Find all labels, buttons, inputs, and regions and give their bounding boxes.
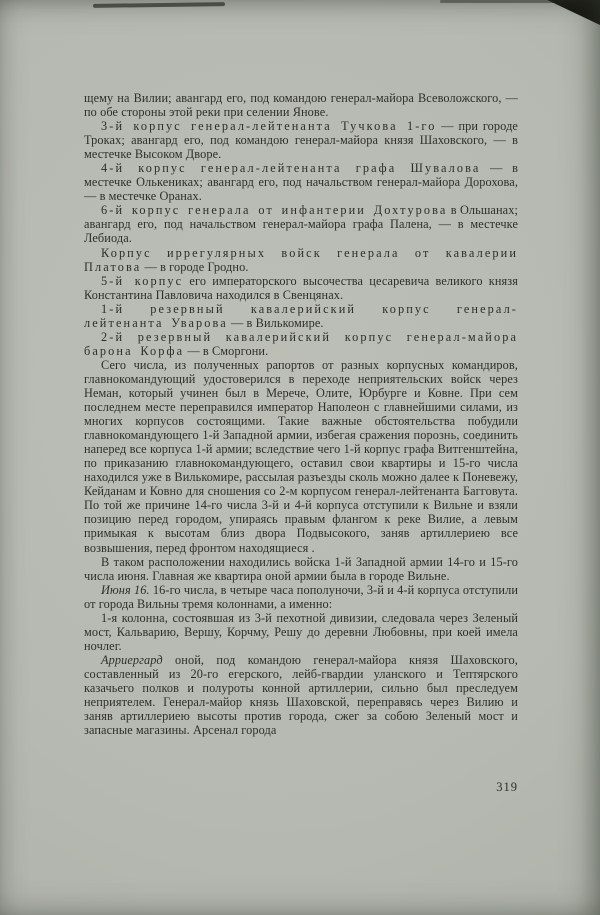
paragraph bbox=[84, 583, 518, 611]
paragraph bbox=[84, 274, 518, 302]
letterspaced-text: Корпус иррегулярных войск генерала от кавалерии Платова bbox=[84, 245, 518, 274]
paragraph bbox=[84, 611, 518, 653]
text-run: — при городе Троках; авангард его, под командою генерал-майора князя Шаховского, — в местечке Высоком Дворе. bbox=[84, 119, 518, 162]
paragraph bbox=[84, 358, 518, 555]
letterspaced-text: 3-й корпус генерал-лейтенанта Тучкова 1-го bbox=[101, 119, 437, 134]
letterspaced-text: 4-й корпус генерал-лейтенанта графа Шувалова bbox=[101, 161, 481, 176]
paragraph bbox=[84, 246, 518, 274]
letterspaced-text: 1-й резервный кавалерийский корпус генерал-лейтенанта Уварова bbox=[84, 301, 518, 330]
paragraph bbox=[84, 161, 518, 203]
scan-smudge-artifact bbox=[93, 2, 225, 8]
letterspaced-text: 6-й корпус генерала от инфантерии Дохтурова bbox=[101, 203, 448, 218]
text-run: в Ольшанах; авангард его, под начальством генерал-майора графа Палена, — в местечке Лебиода. bbox=[84, 203, 518, 246]
paragraph bbox=[84, 302, 518, 330]
italic-text: Арриергард bbox=[101, 652, 163, 667]
text-run: — в местечке Олькениках; авангард его, под начальством генерал-майора Дорохова, — в местечке Оранах. bbox=[84, 161, 519, 204]
scan-corner-artifact bbox=[544, 0, 600, 25]
text-run: — в Сморгони. bbox=[184, 343, 269, 358]
paragraph bbox=[84, 203, 518, 245]
text-run: 1-я колонна, состоявшая из 3-й пехотной дивизии, следовала через Зеленый мост, Кальварию, Вершу, Корчму, Решу до деревни Любовны, при коей имела ночлег. bbox=[84, 610, 518, 653]
page-text bbox=[84, 91, 518, 737]
italic-text: Июня 16. bbox=[101, 582, 150, 597]
text-run: его императорского высочества цесаревича великого князя Константина Павловича находился в Свенцянах. bbox=[84, 273, 519, 302]
paragraph bbox=[84, 653, 518, 737]
text-run: оной, под командою генерал-майора князя Шаховского, составленный из 20-го егерского, лейб-гвардии уланского и Тептярского казачьего полков и полуроты конной артиллерии, сильно был преследуем неприятелем. Генерал-майор князь Шаховской, переправясь через Вилию и заняв артиллериею высоты против города, сжег за собою Зеленый мост и запасные магазины. Арсенал города bbox=[84, 652, 518, 738]
page-number: 319 bbox=[496, 780, 518, 794]
letterspaced-text: 2-й резервный кавалерийский корпус генерал-майора барона Корфа bbox=[84, 329, 518, 358]
text-run: щему на Вилии; авангард его, под командою генерал-майора Всеволожского, — по обе стороны этой реки при селении Янове. bbox=[84, 91, 518, 120]
text-run: — в городе Гродно. bbox=[141, 259, 249, 274]
paragraph bbox=[84, 330, 518, 358]
paragraph bbox=[84, 119, 518, 161]
paragraph bbox=[84, 555, 518, 583]
paragraph bbox=[84, 91, 518, 119]
text-run: В таком расположении находились войска 1-й Западной армии 14-го и 15-го числа июня. Главная же квартира оной армии была в городе Вильне. bbox=[84, 554, 518, 583]
text-run: 16-го числа, в четыре часа пополуночи, 3-й и 4-й корпуса отступили от города Вильны тремя колоннами, а именно: bbox=[84, 582, 518, 611]
text-run: — в Вилькомире. bbox=[227, 315, 324, 330]
text-run: Сего числа, из полученных рапортов от разных корпусных командиров, главнокомандующий удостоверился в переходе неприятельских войск через Неман, который учинен был в Мерече, Олите, Юрбурге и Ковне. При сем последнем месте переправился император Наполеон с главнейшими силами, из многих корпусов состоящими. Такие важные обстоятельства побудили главнокомандующего 1-й Западной армии, избегая сражения порознь, соединить наперед все корпуса 1-й армии; вследствие чего 1-й корпус графа Витгенштейна, по приказанию главнокомандующего, оставил свои квартиры и 15-го числа находился уже в Вилькомире, рассылая разъезды сколь можно далее к Поневежу, Кейданам и Ковно для сношения со 2-м корпусом генерал-лейтенанта Багговута. По той же причине 14-го числа 3-й и 4-й корпуса отступили к Вильне и взяли позицию перед городом, упираясь правым флангом к реке Вилие, а левым примыкая к высотам близ двора Подвысокого, заняв артиллериею все возвышения, перед фронтом находящиеся . bbox=[84, 357, 518, 555]
scan-edge-artifact bbox=[440, 0, 560, 3]
letterspaced-text: 5-й корпус bbox=[101, 273, 184, 288]
